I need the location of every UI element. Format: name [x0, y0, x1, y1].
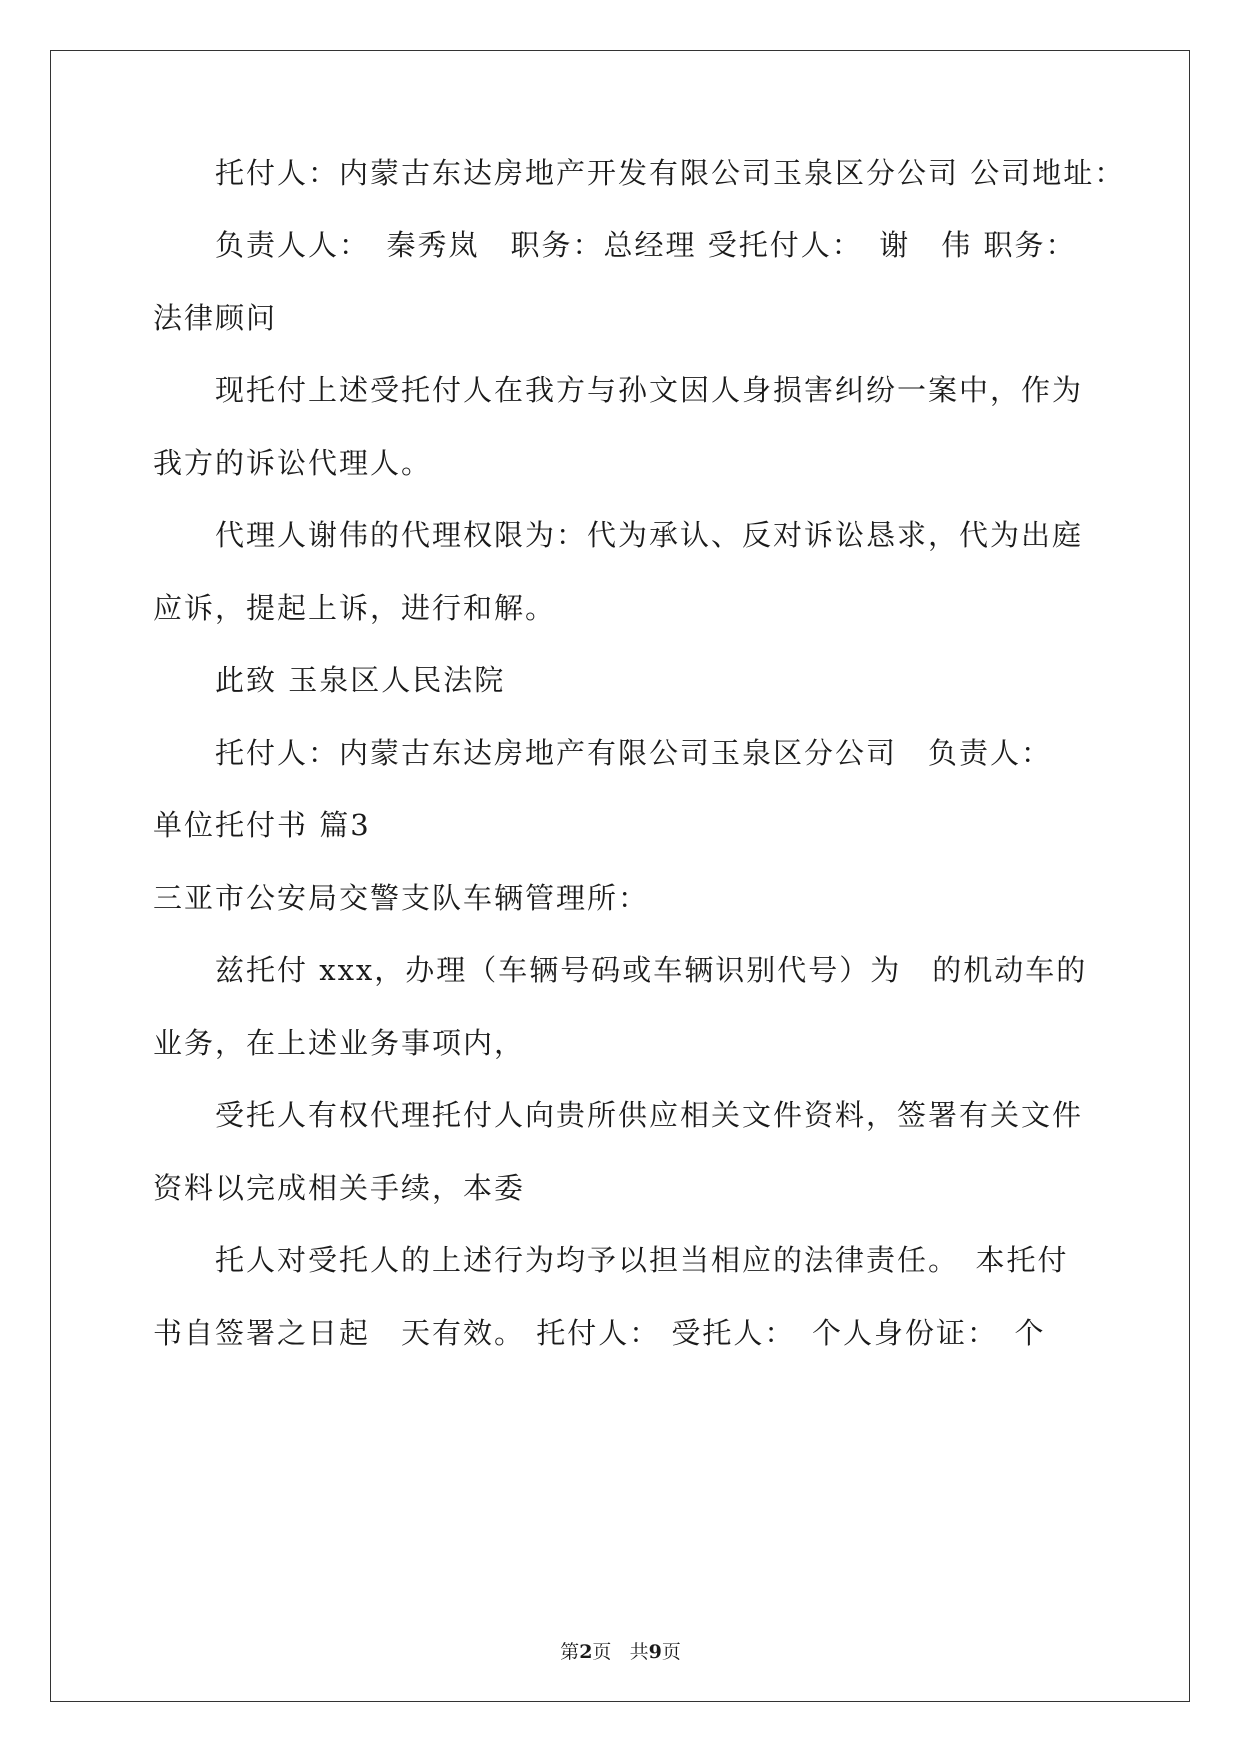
- text-line: 受托人有权代理托付人向贵所供应相关文件资料，签署有关文件: [215, 1098, 1084, 1132]
- text-line: 托付人：内蒙古东达房地产有限公司玉泉区分公司 负责人：: [215, 736, 1053, 770]
- text-line: 托付人：内蒙古东达房地产开发有限公司玉泉区分公司 公司地址：: [215, 156, 1126, 190]
- section-heading: 单位托付书 篇3: [153, 808, 371, 842]
- text-line: 代理人谢伟的代理权限为：代为承认、反对诉讼恳求，代为出庭: [215, 518, 1084, 552]
- footer-total-unit: 页: [661, 1641, 681, 1663]
- page-footer: [0, 1640, 1241, 1664]
- text-line: 三亚市公安局交警支队车辆管理所：: [153, 881, 650, 915]
- text-line: 应诉，提起上诉，进行和解。: [153, 591, 557, 625]
- page-border: [50, 50, 1190, 1702]
- footer-total-prefix: 共: [629, 1641, 649, 1663]
- text-line: 托人对受托人的上述行为均予以担当相应的法律责任。 本托付: [215, 1243, 1069, 1277]
- text-line: 业务，在上述业务事项内，: [153, 1026, 526, 1060]
- footer-page-prefix: 第: [560, 1641, 580, 1663]
- text-line: 兹托付 xxx，办理（车辆号码或车辆识别代号）为 的机动车的: [215, 953, 1088, 987]
- text-line: 我方的诉讼代理人。: [153, 446, 433, 480]
- text-line: 书自签署之日起 天有效。 托付人： 受托人： 个人身份证： 个: [153, 1316, 1046, 1350]
- footer-page-unit: 页: [592, 1641, 612, 1663]
- text-line: 现托付上述受托付人在我方与孙文因人身损害纠纷一案中，作为: [215, 373, 1084, 407]
- text-line: 资料以完成相关手续，本委: [153, 1171, 526, 1205]
- footer-page-number: 2: [579, 1641, 593, 1663]
- text-line: 法律顾问: [153, 301, 278, 335]
- text-line: 此致 玉泉区人民法院: [215, 663, 506, 697]
- footer-total-number: 9: [648, 1641, 662, 1663]
- text-line: 负责人人： 秦秀岚 职务：总经理 受托付人： 谢 伟 职务：: [215, 228, 1077, 262]
